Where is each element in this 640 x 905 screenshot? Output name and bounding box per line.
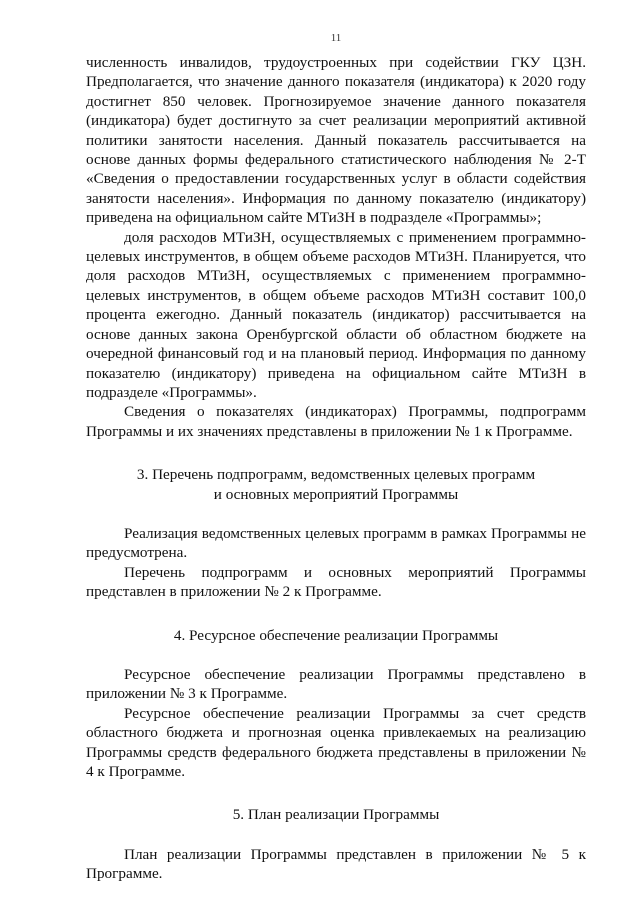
document-page <box>86 32 586 884</box>
page-number: 11 <box>330 32 342 44</box>
paragraph-indicator-program-expenses: доля расходов МТиЗН, осуществляемых с применением программно-целевых инструментов, в общем объеме расходов МТиЗН. Планируется, что доля расходов МТиЗН, осуществляемых с применением программно-целевых инструментов, в общем объеме расходов МТиЗН составит 100,0 процента ежегодно. Данный показатель (индикатор) рассчитывается на основе данных закона Оренбургской области об областном бюджете на очередной финансовый год и на плановый период. Информация по данному показателю (индикатору) приведена на официальном сайте МТиЗН в подразделе «Программы». <box>86 228 586 401</box>
section-5-heading: 5. План реализации Программы <box>232 806 440 824</box>
paragraph-implementation-plan: План реализации Программы представлен в приложении № 5 к Программе. <box>86 845 586 883</box>
paragraph-resource-budget: Ресурсное обеспечение реализации Программы за счет средств областного бюджета и прогнозная оценка привлекаемых на реализацию Программы средств федерального бюджета представлены в приложении № 4 к Программе. <box>86 704 586 780</box>
paragraph-indicator-disabled-employment: численность инвалидов, трудоустроенных при содействии ГКУ ЦЗН. Предполагается, что значение данного показателя (индикатора) к 2020 году достигнет 850 человек. Прогнозируемое значение данного показателя (индикатора) будет достигнуто за счет реализации мероприятий активной политики занятости населения. Данный показатель рассчитывается на основе данных формы федерального статистического наблюдения № 2-Т «Сведения о предоставлении государственных услуг в области содействия занятости населения». Информация по данному показателю (индикатору) приведена на официальном сайте МТиЗН в подразделе «Программы»; <box>86 54 586 227</box>
paragraph-indicators-appendix: Сведения о показателях (индикаторах) Программы, подпрограмм Программы и их значениях представлены в приложении № 1 к Программе. <box>86 403 586 440</box>
paragraph-departmental-programs: Реализация ведомственных целевых программ в рамках Программы не предусмотрена. <box>86 524 586 562</box>
section-3-heading-line-2: и основных мероприятий Программы <box>213 485 459 503</box>
section-4-heading: 4. Ресурсное обеспечение реализации Программы <box>173 626 499 644</box>
section-3-heading-line-1: 3. Перечень подпрограмм, ведомственных целевых программ <box>136 466 536 484</box>
paragraph-resource-support: Ресурсное обеспечение реализации Программы представлено в приложении № 3 к Программе. <box>86 665 586 703</box>
paragraph-subprograms-list: Перечень подпрограмм и основных мероприятий Программы представлен в приложении № 2 к Программе. <box>86 563 586 601</box>
